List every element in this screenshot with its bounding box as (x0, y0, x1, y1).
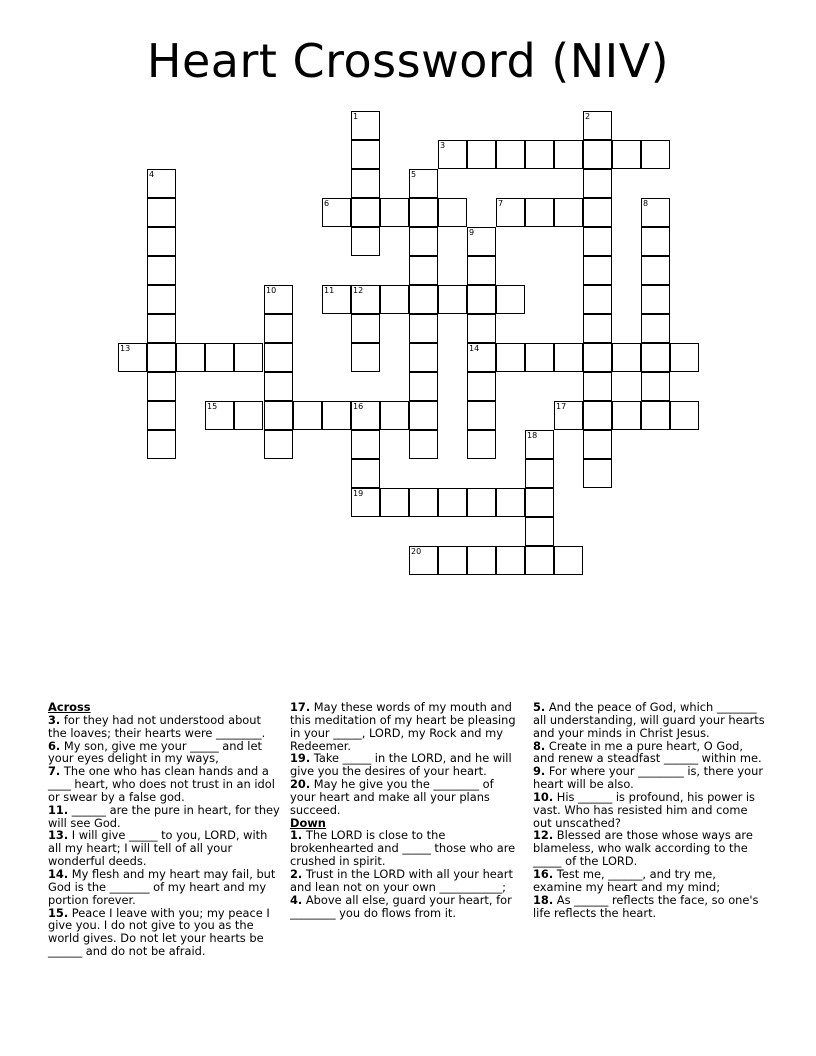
clue-number-label: 18 (527, 431, 538, 440)
grid-cell[interactable] (583, 256, 612, 285)
grid-cell[interactable] (409, 198, 438, 227)
grid-cell[interactable] (525, 198, 554, 227)
clue-number-label: 4 (149, 170, 155, 179)
grid-cell[interactable] (612, 343, 641, 372)
clue-number-label: 11 (324, 286, 335, 295)
grid-cell[interactable] (525, 343, 554, 372)
across-heading: Across (48, 700, 91, 714)
grid-cell[interactable] (641, 314, 670, 343)
clue-across-3: 3. for they had not understood about the loaves; their hearts were ________. (48, 712, 266, 740)
clue-across-6: 6. My son, give me your _____ and let your eyes delight in my ways, (48, 738, 262, 766)
grid-cell[interactable] (264, 401, 293, 430)
down-heading: Down (290, 815, 326, 830)
grid-cell[interactable] (380, 401, 409, 430)
grid-cell[interactable] (525, 488, 554, 517)
clue-down-10: 10. His ______ is profound, his power is vast. Who has resisted him and come out unscathed? (533, 789, 755, 830)
grid-cell[interactable] (351, 430, 380, 459)
grid-cell[interactable] (612, 140, 641, 169)
clue-column-3 (533, 701, 765, 919)
grid-cell[interactable] (583, 169, 612, 198)
grid-cell[interactable] (467, 401, 496, 430)
grid-cell[interactable] (351, 198, 380, 227)
grid-cell[interactable] (409, 430, 438, 459)
clue-number-label: 8 (643, 199, 649, 208)
grid-cell[interactable] (409, 488, 438, 517)
clue-number-label: 7 (498, 199, 504, 208)
grid-cell[interactable] (496, 343, 525, 372)
grid-cell[interactable] (583, 227, 612, 256)
grid-cell[interactable] (467, 256, 496, 285)
grid-cell[interactable] (409, 227, 438, 256)
clue-number-label: 10 (266, 286, 277, 295)
grid-cell[interactable] (264, 314, 293, 343)
grid-cell[interactable] (147, 430, 176, 459)
grid-cell[interactable] (583, 430, 612, 459)
grid-cell[interactable] (380, 488, 409, 517)
grid-cell[interactable] (496, 285, 525, 314)
grid-cell[interactable] (176, 343, 205, 372)
page-title: Heart Crossword (NIV) (146, 34, 670, 88)
grid-cell[interactable] (467, 430, 496, 459)
grid-cell[interactable] (554, 198, 583, 227)
grid-cell[interactable] (147, 343, 176, 372)
grid-cell[interactable] (293, 401, 322, 430)
clue-across-13: 13. I will give _____ to you, LORD, with all my heart; I will tell of all your wonderful deeds. (48, 828, 268, 869)
grid-cell[interactable] (583, 285, 612, 314)
grid-cell[interactable] (641, 285, 670, 314)
grid-cell[interactable] (438, 198, 467, 227)
grid-cell[interactable] (467, 546, 496, 575)
clue-number-label: 15 (207, 402, 218, 411)
grid-cell[interactable] (264, 430, 293, 459)
grid-cell[interactable] (351, 140, 380, 169)
clue-across-7: 7. The one who has clean hands and a ____ heart, who does not trust in an idol or swear by a false god. (48, 764, 275, 804)
clue-number-label: 20 (411, 547, 422, 556)
grid-cell[interactable] (525, 459, 554, 488)
grid-cell[interactable] (612, 401, 641, 430)
grid-cell[interactable] (641, 343, 670, 372)
grid-cell[interactable] (467, 372, 496, 401)
grid-cell[interactable] (554, 343, 583, 372)
grid-cell[interactable] (147, 198, 176, 227)
clue-number-label: 17 (556, 402, 567, 411)
grid-cell[interactable] (438, 285, 467, 314)
grid-cell[interactable] (670, 401, 699, 430)
clue-down-8: 8. Create in me a pure heart, O God, and renew a steadfast ______ within me. (533, 738, 762, 766)
clue-number-label: 2 (585, 112, 591, 121)
grid-cell[interactable] (147, 314, 176, 343)
clue-across-15: 15. Peace I leave with you; my peace I give you. I do not give to you as the world gives. Do not let your hearts be ______ and do not be afraid. (48, 905, 270, 959)
clue-number-label: 5 (411, 170, 417, 179)
grid-cell[interactable] (583, 372, 612, 401)
grid-cell[interactable] (351, 314, 380, 343)
clue-number-label: 16 (353, 402, 364, 411)
grid-cell[interactable] (234, 401, 263, 430)
grid-cell[interactable] (409, 372, 438, 401)
grid-cell[interactable] (525, 546, 554, 575)
clue-across-20: 20. May he give you the ________ of your heart and make all your plans succeed. (290, 777, 494, 817)
clue-column-2 (290, 701, 522, 919)
grid-cell[interactable] (351, 169, 380, 198)
clue-column-1 (48, 701, 280, 958)
grid-cell[interactable] (147, 372, 176, 401)
grid-cell[interactable] (583, 314, 612, 343)
grid-cell[interactable] (409, 256, 438, 285)
clue-down-1: 1. The LORD is close to the brokenhearted and _____ those who are crushed in spirit. (290, 828, 516, 869)
clue-number-label: 19 (353, 489, 364, 498)
clue-number-label: 6 (324, 199, 330, 208)
grid-cell[interactable] (467, 314, 496, 343)
grid-cell[interactable] (409, 343, 438, 372)
grid-cell[interactable] (583, 459, 612, 488)
clue-down-4: 4. Above all else, guard your heart, for ________ you do flows from it. (290, 892, 512, 920)
clue-down-9: 9. For where your ________ is, there your heart will be also. (533, 764, 764, 792)
grid-cell[interactable] (525, 517, 554, 546)
clue-across-14: 14. My flesh and my heart may fail, but God is the _______ of my heart and my portion forever. (48, 866, 276, 907)
grid-cell[interactable] (554, 140, 583, 169)
grid-cell[interactable] (205, 343, 234, 372)
clue-number-label: 1 (353, 112, 359, 121)
grid-cell[interactable] (264, 372, 293, 401)
clue-down-12: 12. Blessed are those whose ways are blameless, who walk according to the _____ of the LORD. (533, 828, 753, 869)
grid-cell[interactable] (147, 285, 176, 314)
clue-down-18: 18. As ______ reflects the face, so one's life reflects the heart. (533, 892, 759, 920)
grid-cell[interactable] (409, 401, 438, 430)
grid-cell[interactable] (583, 140, 612, 169)
clue-number-label: 9 (469, 228, 475, 237)
grid-cell[interactable] (380, 198, 409, 227)
grid-cell[interactable] (641, 401, 670, 430)
grid-cell[interactable] (351, 227, 380, 256)
grid-cell[interactable] (264, 343, 293, 372)
grid-cell[interactable] (583, 198, 612, 227)
grid-cell[interactable] (641, 256, 670, 285)
clue-number-label: 12 (353, 286, 364, 295)
grid-cell[interactable] (147, 227, 176, 256)
grid-cell[interactable] (525, 140, 554, 169)
grid-cell[interactable] (496, 140, 525, 169)
grid-cell[interactable] (467, 488, 496, 517)
grid-cell[interactable] (641, 227, 670, 256)
grid-cell[interactable] (670, 343, 699, 372)
grid-cell[interactable] (351, 459, 380, 488)
grid-cell[interactable] (641, 372, 670, 401)
grid-cell[interactable] (467, 285, 496, 314)
grid-cell[interactable] (380, 285, 409, 314)
clue-number-label: 3 (440, 141, 446, 150)
grid-cell[interactable] (438, 546, 467, 575)
clue-down-2: 2. Trust in the LORD with all your heart and lean not on your own ___________; (290, 866, 513, 894)
grid-cell[interactable] (409, 285, 438, 314)
clue-across-11: 11. ______ are the pure in heart, for they will see God. (48, 802, 280, 830)
grid-cell[interactable] (496, 546, 525, 575)
clue-number-label: 13 (120, 344, 131, 353)
grid-cell[interactable] (147, 256, 176, 285)
grid-cell[interactable] (641, 140, 670, 169)
grid-cell[interactable] (351, 343, 380, 372)
grid-cell[interactable] (322, 401, 351, 430)
grid-cell[interactable] (496, 488, 525, 517)
clue-across-17: 17. May these words of my mouth and this meditation of my heart be pleasing in your _____, LORD, my Rock and my Redeemer. (290, 700, 516, 753)
grid-cell[interactable] (554, 546, 583, 575)
grid-cell[interactable] (409, 314, 438, 343)
grid-cell[interactable] (467, 140, 496, 169)
clue-down-5: 5. And the peace of God, which _______ all understanding, will guard your hearts and your minds in Christ Jesus. (533, 700, 765, 740)
grid-cell[interactable] (583, 343, 612, 372)
clue-down-16: 16. Test me, ______, and try me, examine my heart and my mind; (533, 866, 721, 894)
clue-number-label: 14 (469, 344, 480, 353)
grid-cell[interactable] (234, 343, 263, 372)
grid-cell[interactable] (438, 488, 467, 517)
grid-cell[interactable] (583, 401, 612, 430)
clue-across-19: 19. Take _____ in the LORD, and he will give you the desires of your heart. (290, 751, 512, 779)
grid-cell[interactable] (147, 401, 176, 430)
